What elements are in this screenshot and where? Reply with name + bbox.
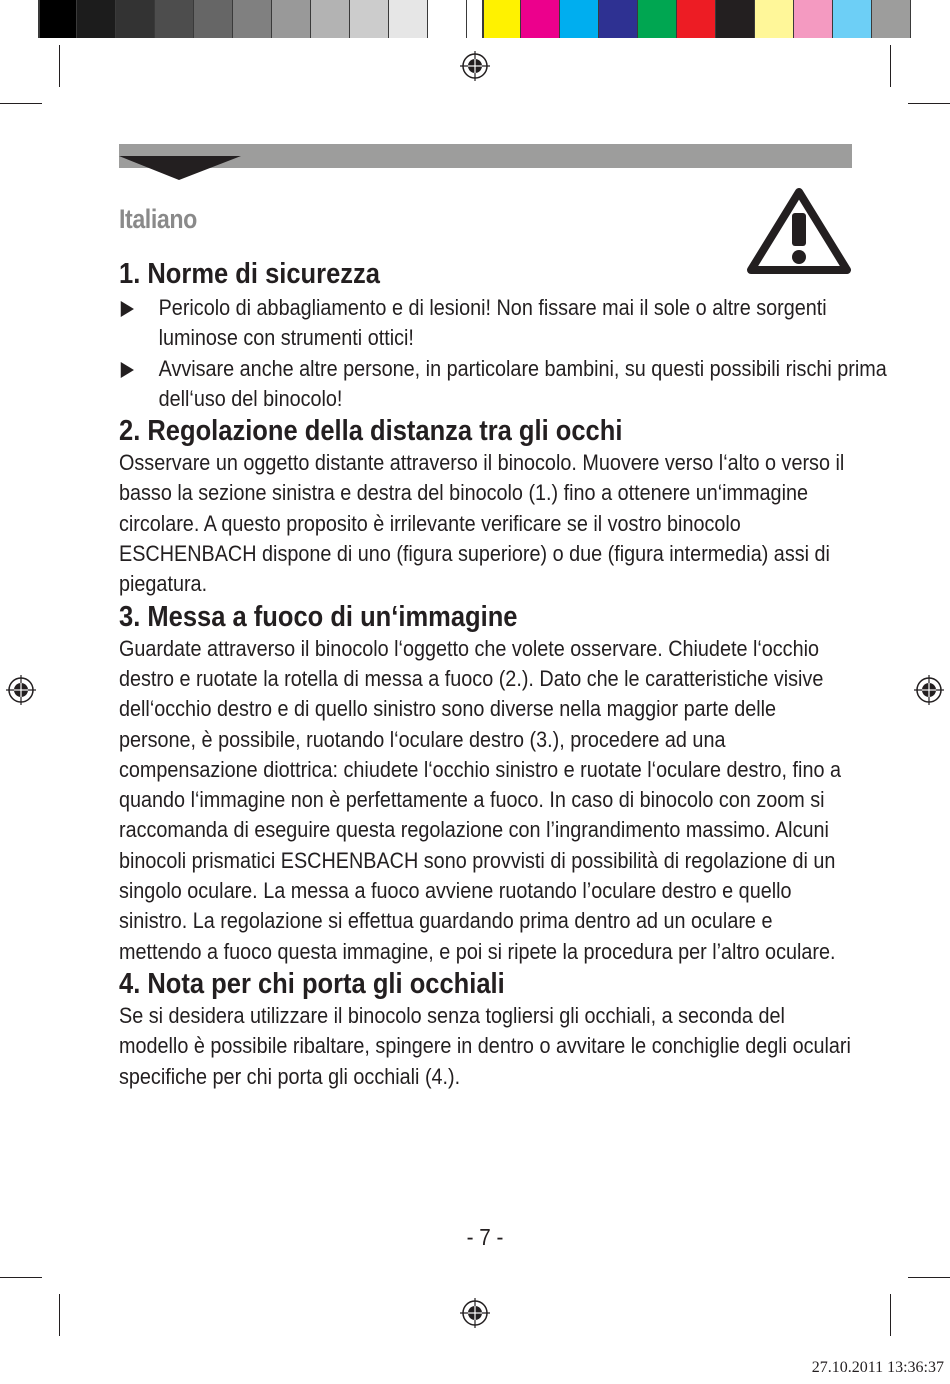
color-swatch (194, 0, 233, 38)
list-item (119, 354, 893, 415)
color-swatch (521, 0, 560, 38)
language-label: Italiano (119, 204, 197, 234)
color-swatch (716, 0, 755, 38)
color-swatch (116, 0, 155, 38)
registration-mark-icon (460, 51, 490, 81)
section-4-body: Se si desidera utilizzare il binocolo senza togliersi gli occhiali, a seconda del modello è possibile ribaltare, spingere in dentro o avvitare le conchiglie degli oculari specifiche per chi porta gli occhiali (4.). (119, 1002, 851, 1089)
color-swatch (233, 0, 272, 38)
section-2-title: 2. Regolazione della distanza tra gli occhi (119, 415, 623, 448)
color-swatch (794, 0, 833, 38)
section-1-title: 1. Norme di sicurezza (119, 258, 380, 290)
section-3-body: Guardate attraverso il binocolo l‘oggetto che volete osservare. Chiudete l‘occhio destro e ruotate la rotella di messa a fuoco (2.). Dato che le caratteristiche visive dell‘occhio destro e di quello sinistro sono diverse nella maggior parte delle persone, è possibile, ruotando l‘oculare destro (3.), procedere ad una compensazione diottrica: chiudete l‘occhio sinistro e ruotate l‘oculare destro, fino a quando l‘immagine non è perfettamente a fuoco. In caso di binocolo con zoom si raccomanda di eseguire questa regolazione con l’ingrandimento massimo. Alcuni binocoli prismatici ESCHENBACH sono provvisti di possibilità di regolazione di un singolo oculare. La messa a fuoco avviene ruotando l’oculare destro e quello sinistro. La regolazione si effettua guardando prima dentro ad un oculare e mettendo a fuoco questa immagine, e poi si ripete la procedura per l’altro oculare. (119, 635, 841, 964)
crop-mark (59, 45, 60, 87)
crop-mark (0, 1277, 42, 1278)
crop-mark (0, 103, 42, 104)
bullet-triangle-icon (121, 301, 134, 317)
safety-list (119, 293, 887, 414)
color-swatch (755, 0, 794, 38)
grayscale-calibration-bar (38, 0, 467, 38)
color-swatch (428, 0, 467, 38)
color-swatch (482, 0, 521, 38)
section-3-title: 3. Messa a fuoco di un‘immagine (119, 600, 518, 633)
color-swatch (155, 0, 194, 38)
section-4-title: 4. Nota per chi porta gli occhiali (119, 967, 505, 1000)
print-timestamp: 27.10.2011 13:36:37 (811, 1359, 944, 1376)
crop-mark (59, 1294, 60, 1336)
crop-mark (890, 1294, 891, 1336)
color-swatch (833, 0, 872, 38)
crop-mark (908, 1277, 950, 1278)
process-color-calibration-bar (482, 0, 911, 38)
manual-content (119, 257, 887, 1092)
color-swatch (872, 0, 911, 38)
list-item-text: Pericolo di abbagliamento e di lesioni! Non fissare mai il sole o altre sorgenti luminose con strumenti ottici! (158, 295, 827, 351)
registration-mark-icon (460, 1298, 490, 1328)
color-swatch (677, 0, 716, 38)
registration-mark-icon (6, 675, 36, 705)
color-swatch (77, 0, 116, 38)
color-swatch (311, 0, 350, 38)
header-band-pointer-icon (119, 144, 244, 182)
color-swatch (638, 0, 677, 38)
color-swatch (389, 0, 428, 38)
registration-mark-icon (914, 675, 944, 705)
section-2-body: Osservare un oggetto distante attraverso il binocolo. Muovere verso l‘alto o verso il basso la sezione sinistra e destra del binocolo (1.) fino a ottenere un‘immagine circolare. A questo proposito è irrilevante verificare se il vostro binocolo ESCHENBACH dispone di uno (figura superiore) o due (figura intermedia) assi di piegatura. (119, 450, 845, 597)
crop-mark (908, 103, 950, 104)
color-swatch (560, 0, 599, 38)
color-swatch (38, 0, 77, 38)
page-number: - 7 - (466, 1224, 504, 1250)
color-swatch (350, 0, 389, 38)
bullet-triangle-icon (121, 362, 134, 378)
list-item-text: Avvisare anche altre persone, in particolare bambini, su questi possibili rischi prima dell‘uso del binocolo! (158, 355, 887, 411)
list-item (119, 293, 893, 354)
color-swatch (599, 0, 638, 38)
color-swatch (272, 0, 311, 38)
crop-mark (890, 45, 891, 87)
